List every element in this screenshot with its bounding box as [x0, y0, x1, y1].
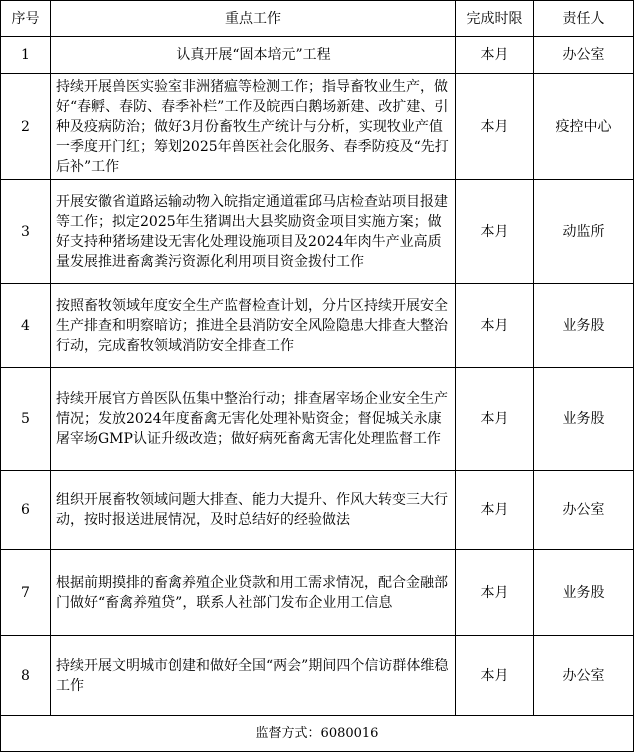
- table-row: [1, 550, 634, 636]
- row-period: 本月: [456, 368, 534, 471]
- supervision-contact: 监督方式：6080016: [1, 716, 634, 752]
- row-task: 持续开展官方兽医队伍集中整治行动；排查屠宰场企业安全生产情况；发放2024年度畜禽无害化处理补贴资金；督促城关永康屠宰场GMP认证升级改造；做好病死畜禽无害化处理监督工作: [51, 368, 456, 471]
- row-owner: 业务股: [534, 284, 634, 368]
- table-row: [1, 37, 634, 74]
- table-row: [1, 471, 634, 550]
- row-owner: 业务股: [534, 368, 634, 471]
- row-index: 5: [1, 368, 51, 471]
- header-task: 重点工作: [51, 1, 456, 37]
- row-task: 认真开展“固本培元”工程: [51, 37, 456, 74]
- row-period: 本月: [456, 550, 534, 636]
- row-period: 本月: [456, 636, 534, 716]
- row-task: 开展安徽省道路运输动物入皖指定通道霍邱马店检查站项目报建等工作；拟定2025年生猪调出大县奖励资金项目实施方案；做好支持种猪场建设无害化处理设施项目及2024年肉牛产业高质量发展推进畜禽粪污资源化利用项目资金拨付工作: [51, 180, 456, 284]
- row-task: 持续开展兽医实验室非洲猪瘟等检测工作；指导畜牧业生产，做好“春孵、春防、春季补栏”工作及皖西白鹅场新建、改扩建、引种及疫病防治；做好3月份畜牧生产统计与分析，实现牧业产值一季度开门红；筹划2025年兽医社会化服务、春季防疫及“先打后补”工作: [51, 74, 456, 180]
- table-row: [1, 636, 634, 716]
- header-row: [1, 1, 634, 37]
- row-period: 本月: [456, 284, 534, 368]
- header-owner: 责任人: [534, 1, 634, 37]
- header-index: 序号: [1, 1, 51, 37]
- row-owner: 业务股: [534, 550, 634, 636]
- footer-row: [1, 716, 634, 752]
- row-task: 持续开展文明城市创建和做好全国“两会”期间四个信访群体维稳工作: [51, 636, 456, 716]
- row-index: 4: [1, 284, 51, 368]
- row-task: 组织开展畜牧领域问题大排查、能力大提升、作风大转变三大行动，按时报送进展情况，及时总结好的经验做法: [51, 471, 456, 550]
- table-row: [1, 368, 634, 471]
- row-owner: 动监所: [534, 180, 634, 284]
- table-row: [1, 74, 634, 180]
- row-owner: 办公室: [534, 636, 634, 716]
- row-period: 本月: [456, 74, 534, 180]
- row-index: 3: [1, 180, 51, 284]
- row-index: 2: [1, 74, 51, 180]
- row-index: 6: [1, 471, 51, 550]
- header-period: 完成时限: [456, 1, 534, 37]
- row-task: 根据前期摸排的畜禽养殖企业贷款和用工需求情况，配合金融部门做好“畜禽养殖贷”，联系人社部门发布企业用工信息: [51, 550, 456, 636]
- row-owner: 疫控中心: [534, 74, 634, 180]
- row-index: 7: [1, 550, 51, 636]
- row-index: 8: [1, 636, 51, 716]
- row-index: 1: [1, 37, 51, 74]
- row-period: 本月: [456, 37, 534, 74]
- row-task: 按照畜牧领域年度安全生产监督检查计划，分片区持续开展安全生产排查和明察暗访；推进全县消防安全风险隐患大排查大整治行动，完成畜牧领域消防安全排查工作: [51, 284, 456, 368]
- row-period: 本月: [456, 471, 534, 550]
- table-row: [1, 284, 634, 368]
- row-owner: 办公室: [534, 37, 634, 74]
- table-row: [1, 180, 634, 284]
- row-owner: 办公室: [534, 471, 634, 550]
- row-period: 本月: [456, 180, 534, 284]
